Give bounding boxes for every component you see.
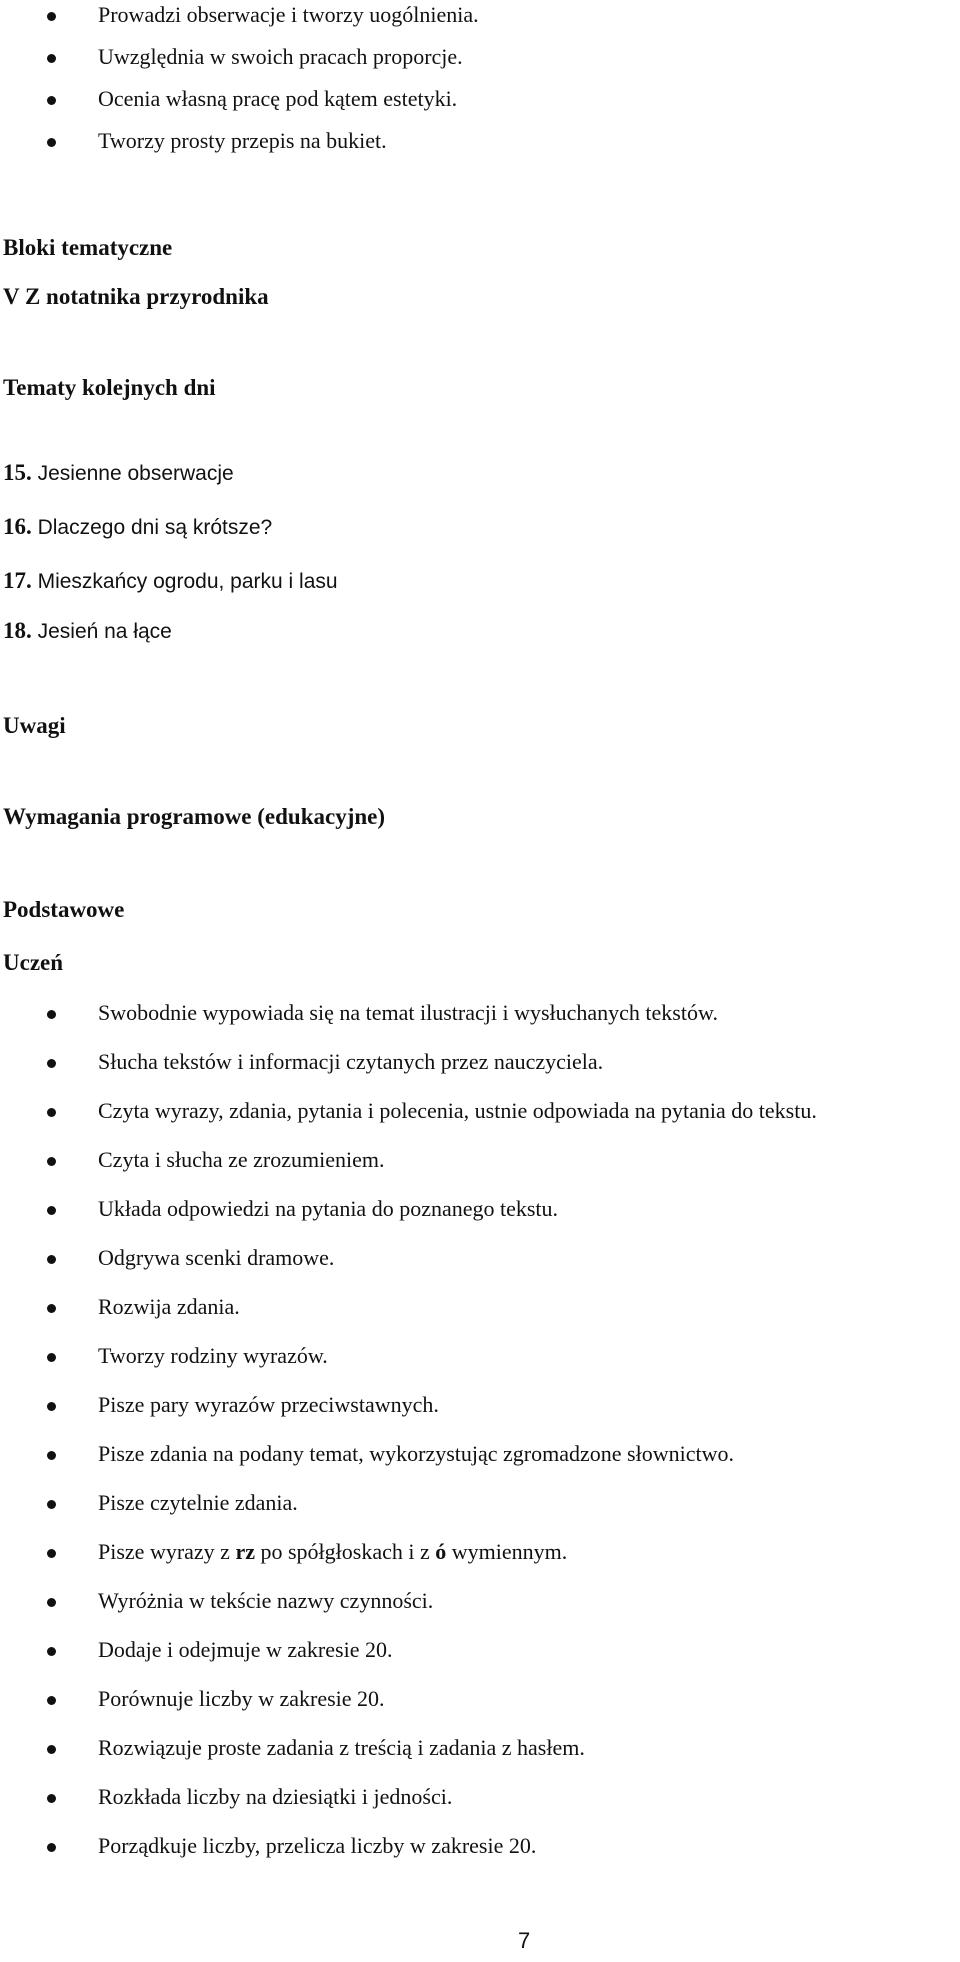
list-item-text: Wyróżnia w tekście nazwy czynności.	[98, 1588, 434, 1613]
list-item-text-part: wymiennym.	[446, 1539, 568, 1564]
list-item	[0, 42, 960, 72]
bullet-icon	[47, 1010, 56, 1019]
bullet-icon	[47, 1843, 56, 1852]
bullet-icon	[47, 138, 56, 147]
list-item-text-bold: ó	[435, 1539, 447, 1564]
bullet-icon	[47, 12, 56, 21]
bullet-icon	[47, 1500, 56, 1509]
bullet-icon	[47, 1108, 56, 1117]
level-heading: Podstawowe	[3, 897, 125, 922]
list-item	[0, 1145, 960, 1175]
bullet-icon	[47, 1304, 56, 1313]
bullet-icon	[47, 1598, 56, 1607]
list-item	[0, 1341, 960, 1371]
list-item-text: Rozwija zdania.	[98, 1294, 240, 1319]
topics-heading: Tematy kolejnych dni	[3, 375, 216, 400]
bullet-icon	[47, 54, 56, 63]
list-item-text: Pisze pary wyrazów przeciwstawnych.	[98, 1392, 439, 1417]
list-item-text: Tworzy prosty przepis na bukiet.	[98, 128, 387, 153]
list-item	[0, 1292, 960, 1322]
list-item-text: Tworzy rodziny wyrazów.	[98, 1343, 328, 1368]
bullet-icon	[47, 1402, 56, 1411]
bullet-icon	[47, 1549, 56, 1558]
bullet-icon	[47, 1696, 56, 1705]
bullet-icon	[47, 1255, 56, 1264]
topic-text: Dlaczego dni są krótsze?	[37, 516, 273, 539]
list-item-text: Prowadzi obserwacje i tworzy uogólnienia.	[98, 2, 479, 27]
bullet-icon	[47, 1745, 56, 1754]
list-item	[0, 1586, 960, 1616]
list-item	[0, 1782, 960, 1812]
list-item-text-part: Pisze wyrazy z	[98, 1539, 236, 1564]
topic-text: Mieszkańcy ogrodu, parku i lasu	[37, 570, 338, 593]
list-item-text: Słucha tekstów i informacji czytanych przez nauczyciela.	[98, 1049, 604, 1074]
list-item-text-part: po spółgłoskach i z	[254, 1539, 436, 1564]
list-item-text: Rozwiązuje proste zadania z treścią i zadania z hasłem.	[98, 1735, 585, 1760]
list-item-text: Dodaje i odejmuje w zakresie 20.	[98, 1637, 393, 1662]
topic-item	[3, 566, 338, 597]
list-item	[0, 1047, 960, 1077]
bullet-icon	[47, 1451, 56, 1460]
topic-text: Jesienne obserwacje	[37, 462, 234, 485]
topic-item	[3, 616, 172, 647]
list-item-text: Ocenia własną pracę pod kątem estetyki.	[98, 86, 458, 111]
list-item-text: Czyta wyrazy, zdania, pytania i polecenia, ustnie odpowiada na pytania do tekstu.	[98, 1098, 817, 1123]
bullet-icon	[47, 1647, 56, 1656]
list-item-text: Pisze zdania na podany temat, wykorzystując zgromadzone słownictwo.	[98, 1441, 734, 1466]
list-item	[0, 1488, 960, 1518]
list-item	[0, 1439, 960, 1469]
list-item-text: Układa odpowiedzi na pytania do poznanego tekstu.	[98, 1196, 559, 1221]
topic-number: 17.	[3, 568, 32, 593]
list-item	[0, 1537, 960, 1567]
list-item-text: Porównuje liczby w zakresie 20.	[98, 1686, 385, 1711]
bullet-icon	[47, 1157, 56, 1166]
bullet-icon	[47, 1794, 56, 1803]
topic-number: 15.	[3, 460, 32, 485]
list-item	[0, 1194, 960, 1224]
list-item	[0, 1635, 960, 1665]
topic-text: Jesień na łące	[37, 620, 172, 643]
list-item-text: Uwzględnia w swoich pracach proporcje.	[98, 44, 463, 69]
topic-number: 16.	[3, 514, 32, 539]
list-item	[0, 1733, 960, 1763]
bullet-icon	[47, 1353, 56, 1362]
topic-number: 18.	[3, 618, 32, 643]
list-item-text: Pisze czytelnie zdania.	[98, 1490, 298, 1515]
list-item	[0, 84, 960, 114]
list-item-text	[98, 1537, 567, 1567]
requirements-heading: Wymagania programowe (edukacyjne)	[3, 804, 386, 829]
list-item	[0, 998, 960, 1028]
list-item-text: Swobodnie wypowiada się na temat ilustracji i wysłuchanych tekstów.	[98, 1000, 718, 1025]
list-item	[0, 126, 960, 156]
list-item-text: Czyta i słucha ze zrozumieniem.	[98, 1147, 385, 1172]
list-item-text-bold: rz	[235, 1539, 255, 1564]
bullet-icon	[47, 96, 56, 105]
list-item-text: Rozkłada liczby na dziesiątki i jedności.	[98, 1784, 453, 1809]
topic-item	[3, 458, 234, 489]
student-heading: Uczeń	[3, 950, 64, 975]
list-item	[0, 1684, 960, 1714]
bullet-icon	[47, 1206, 56, 1215]
bullet-icon	[47, 1059, 56, 1068]
list-item-text: Porządkuje liczby, przelicza liczby w zakresie 20.	[98, 1833, 537, 1858]
list-item-text: Odgrywa scenki dramowe.	[98, 1245, 335, 1270]
list-item	[0, 1390, 960, 1420]
list-item	[0, 1831, 960, 1861]
block-title: V Z notatnika przyrodnika	[3, 284, 269, 309]
list-item	[0, 0, 960, 30]
page-number: 7	[518, 1928, 531, 1953]
topic-item	[3, 512, 272, 543]
list-item	[0, 1243, 960, 1273]
list-item	[0, 1096, 960, 1126]
blocks-heading: Bloki tematyczne	[3, 235, 173, 260]
notes-heading: Uwagi	[3, 713, 66, 738]
